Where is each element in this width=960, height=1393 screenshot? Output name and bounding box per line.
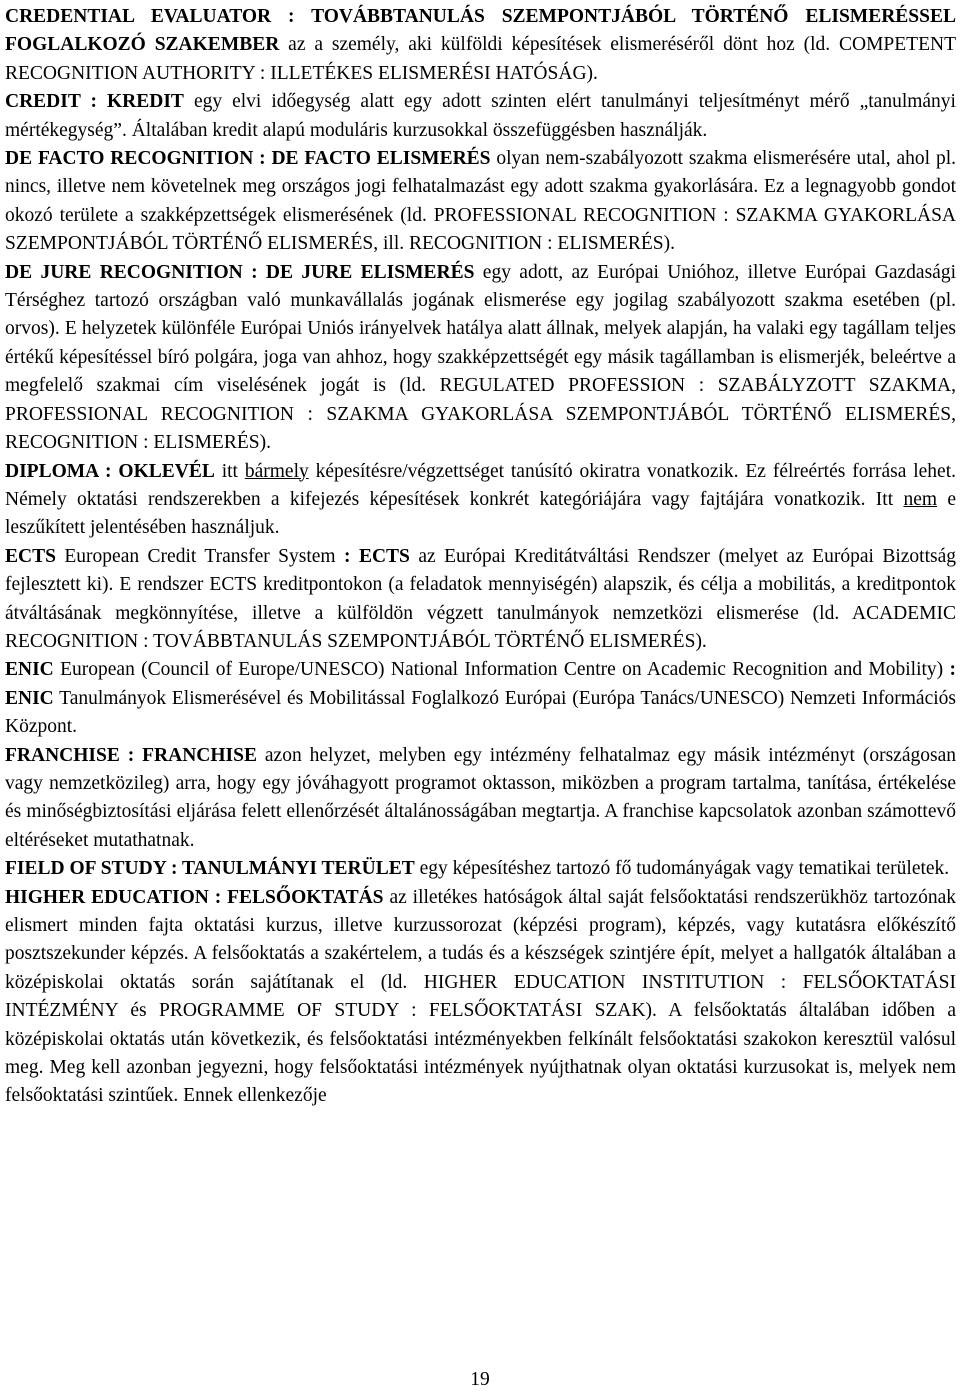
entry-term: HIGHER EDUCATION : FELSŐOKTATÁS (5, 886, 384, 908)
underlined-word: bármely (244, 460, 309, 482)
entry-term: ENIC (5, 659, 54, 681)
glossary-entry-field-of-study (5, 855, 956, 883)
entry-definition-part: képesítésre/végzettséget tanúsító okiratra vonatkozik. Ez félreértés forrása lehet. Némely oktatási rendszerekben a kifejezés képesítések konkrét kategóriájára vagy fajtájára vonatkozik. Itt (5, 460, 956, 510)
glossary-entry-credential-evaluator (5, 3, 956, 88)
entry-term: DE FACTO RECOGNITION : DE FACTO ELISMERÉS (5, 148, 491, 170)
entry-term-expansion: European (Council of Europe/UNESCO) National Information Centre on Academic Recognition and Mobility) (53, 659, 950, 681)
glossary-entry-diploma (5, 458, 956, 543)
entry-term: FRANCHISE : FRANCHISE (5, 744, 257, 766)
entry-definition: egy képesítéshez tartozó fő tudományágak vagy tematikai területek. (414, 858, 950, 880)
entry-definition: egy adott, az Európai Unióhoz, illetve Európai Gazdasági Térséghez tartozó országban való munkavállalás jogának elismerése egy jogilag szabályozott szakma esetében (pl. orvos). E helyzetek különféle Európai Uniós irányelvek hatálya alatt állnak, melyek alapján, ha valaki egy tagállam teljes értékű képesítéssel bíró polgára, joga van ahhoz, hogy szakképzettségét egy másik tagállamban is elismerjék, beleértve a megfelelő szakmai cím viselésének jogát is (ld. REGULATED PROFESSION : SZABÁLYZOTT SZAKMA, PROFESSIONAL RECOGNITION : SZAKMA GYAKORLÁSA SZEMPONTJÁBÓL TÖRTÉNŐ ELISMERÉS, RECOGNITION : ELISMERÉS). (5, 261, 956, 454)
document-page (5, 3, 956, 1111)
entry-definition-part: itt (214, 460, 245, 482)
entry-definition: Tanulmányok Elismerésével és Mobilitással Foglalkozó Európai (Európa Tanács/UNESCO) Nemzeti Információs Központ. (5, 687, 956, 738)
entry-term: DIPLOMA : OKLEVÉL (5, 460, 215, 482)
entry-definition: az a személy, aki külföldi képesítések elismeréséről dönt hoz (ld. COMPETENT RECOGNITION AUTHORITY : ILLETÉKES ELISMERÉSI HATÓSÁG). (5, 34, 956, 84)
entry-definition-part: e leszűkített jelentésében használjuk. (5, 488, 956, 539)
entry-term-expansion: European Credit Transfer System (55, 545, 345, 567)
entry-definition: azon helyzet, melyben egy intézmény felhatalmaz egy másik intézményt (országosan vagy nemzetközileg) arra, hogy egy jóváhagyott programot oktasson, miközben a program tartalma, tanítása, értékelése és minőségbiztosítási eljárása felett ellenőrzését általánosságában megtartja. A franchise kapcsolatok azonban számottevő eltéréseket mutathatnak. (5, 744, 956, 851)
underlined-word: nem (903, 488, 938, 510)
glossary-entry-credit (5, 88, 956, 145)
entry-definition: egy elvi időegység alatt egy adott szinten elért tanulmányi teljesítményt mérő „tanulmányi mértékegység”. Általában kredit alapú moduláris kurzusokkal összefüggésben használják. (5, 91, 956, 141)
glossary-entry-enic (5, 656, 956, 741)
entry-term-translation: : ECTS (344, 545, 410, 567)
entry-term: CREDIT : KREDIT (5, 91, 184, 113)
entry-definition: az illetékes hatóságok által saját felsőoktatási rendszerükhöz tartozónak elismert minden fajta oktatási kurzus, illetve kurzussorozat (képzési program), képzés, vagy kutatásra előkészítő posztszekunder képzés. A felsőoktatás a szakértelem, a tudás és a készségek szintjére épít, melyet a hallgatók általában a középiskolai oktatás során sajátítanak el (ld. HIGHER EDUCATION INSTITUTION : FELSŐOKTATÁSI INTÉZMÉNY és PROGRAMME OF STUDY : FELSŐOKTATÁSI SZAK). A felsőoktatás általában időben a középiskolai oktatás után következik, és felsőoktatási intézményekben felkínált felsőoktatási szakokon keresztül valósul meg. Meg kell azonban jegyezni, hogy felsőoktatási intézmények nyújthatnak olyan oktatási kurzusokat is, melyek nem felsőoktatási szintűek. Ennek ellenkezője (5, 886, 956, 1107)
page-number: 19 (470, 1369, 490, 1390)
entry-definition: az Európai Kreditátváltási Rendszer (melyet az Európai Bizottság fejlesztett ki). E rendszer ECTS kreditpontokon (a feladatok mennyiségén) alapszik, és célja a mobilitás, a kreditpontok átváltásának megkönnyítése, illetve a külföldön végzett tanulmányok nemzetközi elismerése (ld. ACADEMIC RECOGNITION : TOVÁBBTANULÁS SZEMPONTJÁBÓL TÖRTÉNŐ ELISMERÉS). (5, 545, 956, 652)
glossary-entry-ects (5, 543, 956, 657)
entry-definition: olyan nem-szabályozott szakma elismerésére utal, ahol pl. nincs, illetve nem követelnek meg országos jogi felhatalmazást egy adott szakma gyakorlására. Ez a legnagyobb gondot okozó területe a szakképzettségek elismerésének (ld. PROFESSIONAL RECOGNITION : SZAKMA GYAKORLÁSA SZEMPONTJÁBÓL TÖRTÉNŐ ELISMERÉS, ill. RECOGNITION : ELISMERÉS). (5, 148, 956, 255)
glossary-entry-de-facto-recognition (5, 145, 956, 259)
entry-term: FIELD OF STUDY : TANULMÁNYI TERÜLET (5, 858, 415, 880)
entry-term: ECTS (5, 545, 56, 567)
entry-term-translation: : ENIC (5, 659, 956, 709)
entry-term: CREDENTIAL EVALUATOR : TOVÁBBTANULÁS SZEMPONTJÁBÓL TÖRTÉNŐ ELISMERÉSSEL FOGLALKOZÓ SZAKEMBER (5, 6, 956, 56)
glossary-entry-higher-education (5, 884, 956, 1111)
entry-term: DE JURE RECOGNITION : DE JURE ELISMERÉS (5, 261, 475, 283)
glossary-entry-franchise (5, 742, 956, 856)
glossary-entry-de-jure-recognition (5, 259, 956, 458)
